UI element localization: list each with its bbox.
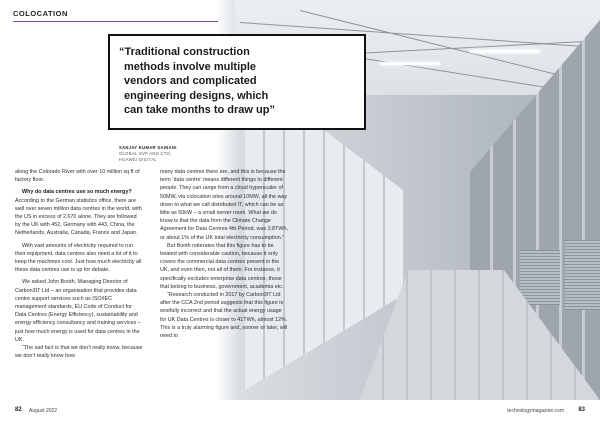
body-column-1 <box>15 168 143 360</box>
pull-quote-box <box>108 34 366 130</box>
issue-date: August 2022 <box>29 407 58 414</box>
body-paragraph: We asked John Booth, Managing Director of Carbon3IT Ltd – an organisation that provides data centre support services such as ISO/IEC management standards, EU Code of Conduct for Data Centres (Energy Efficiency), sustainability and energy efficiency consultancy and training services – just how much energy is used for data centres in the UK. <box>15 279 141 343</box>
body-paragraph: “The sad fact is that we don’t really know, because we don’t really know how <box>15 345 143 360</box>
attribution-name: SANJAY KUMAR SAINANI <box>119 145 177 150</box>
attribution-org: HUAWEI DIGITAL <box>119 157 157 162</box>
pull-quote-line: can take months to draw up” <box>124 104 275 117</box>
page-footer <box>0 402 600 424</box>
body-paragraph: along the Colorado River with over 10 million sq ft of factory floor. <box>15 169 140 184</box>
rack-vent <box>565 240 600 310</box>
pull-quote <box>119 45 359 118</box>
body-paragraph: many data centres there are, and this is because the term ‘data centre’ means different things to different people. They can range from a cloud hyperscaler of 50MW, via colocation sites around 10MW, all the way down to what we call distributed IT, which can be as little as 50kW – a small server room. What we do know is that the data from the Climate Change Agreement for Data Centres 4th Period, was 3.8TWh, or about 1% of the UK total electricity consumption.” <box>160 169 288 241</box>
pull-quote-line: vendors and complicated <box>124 75 257 88</box>
section-label: COLOCATION <box>13 9 68 18</box>
website-url: technologymagazine.com <box>507 407 564 414</box>
section-rule <box>13 21 218 22</box>
pull-quote-line: engineering designs, which <box>124 89 269 102</box>
ceiling-light <box>470 50 540 53</box>
pull-quote-line: “Traditional construction <box>119 46 250 58</box>
pull-quote-line: methods involve multiple <box>124 60 257 73</box>
quote-attribution <box>119 145 177 163</box>
page-number-left: 82 <box>15 407 22 413</box>
attribution-role: GLOBAL SVP AND CTO, <box>119 151 172 156</box>
rack-vent <box>520 250 560 305</box>
subheading: Why do data centres use so much energy? <box>22 189 132 196</box>
page-number-right: 83 <box>578 407 585 413</box>
body-column-2 <box>160 168 288 340</box>
body-paragraph: “Research conducted in 2017 by Carbon3IT Ltd after the CCA 2nd period suggests that this figure is woefully incorrect and that the actual energy usage for UK Data Centres is closer to 41TWh, almost 12%. This is a truly alarming figure and, sooner or later, will need to <box>160 292 288 340</box>
body-paragraph: But Booth reiterates that this figure has to be treated with considerable caution, because it only covers the commercial data centres present in the UK, and even then, not all of them. For instance, it specifically excludes enterprise data centres, those that belong to business, government, academia etc. <box>160 242 284 290</box>
body-paragraph: According to the German statistics office, there are well over seven million data centres in the world, with the US in excess of 2,670 alone. They are followed by the UK with 452, Germany with 443, China, the Netherlands, Australia, Canada, France and Japan. <box>15 197 142 237</box>
ceiling-light <box>380 62 440 65</box>
body-paragraph: With vast amounts of electricity required to run their equipment, data centres also need a lot of it to keep the machines cool. Just how much electricity all these data centres use is up for debate. <box>15 242 142 274</box>
